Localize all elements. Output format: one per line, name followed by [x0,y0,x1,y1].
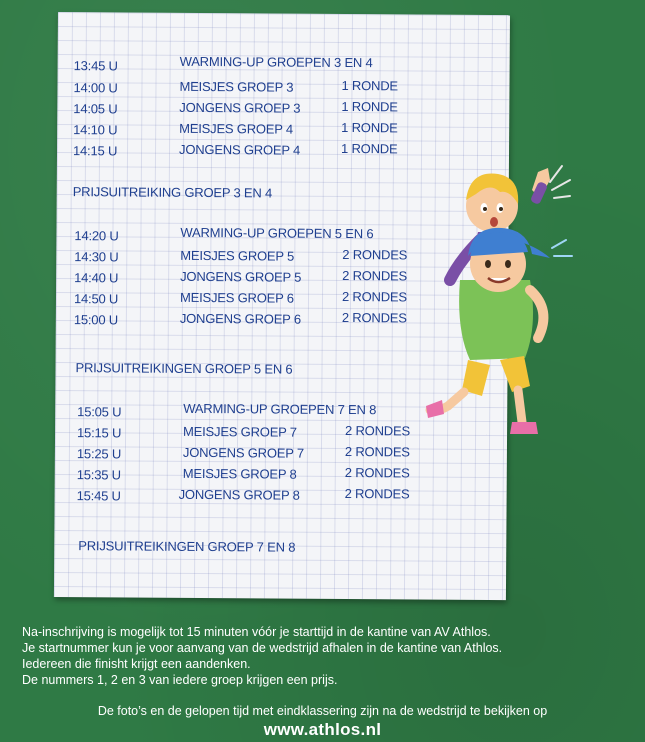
row-laps: 1 RONDE [341,140,398,157]
row-event: MEISJES GROEP 7 [183,423,297,440]
capped-boy-figure [426,228,572,434]
row-event: MEISJES GROEP 5 [180,247,295,264]
footer-url-link[interactable]: www.athlos.nl [263,720,382,739]
row-laps: 1 RONDE [341,119,398,136]
section-heading: PRIJSUITREIKINGEN GROEP 7 EN 8 [78,538,296,555]
row-event: MEISJES GROEP 3 [179,78,294,95]
row-event: JONGENS GROEP 3 [179,99,301,116]
row-time: 14:15 U [72,143,118,159]
row-laps: 2 RONDES [344,486,410,502]
row-time: 15:00 U [73,312,119,328]
section-heading: PRIJSUITREIKINGEN GROEP 5 EN 6 [75,360,293,377]
row-time: 15:05 U [77,404,122,420]
row-event: MEISJES GROEP 4 [179,120,294,137]
row-time: 15:35 U [76,467,121,483]
row-laps: 2 RONDES [344,465,410,481]
row-event: WARMING-UP GROEPEN 3 EN 4 [179,53,373,71]
footer-text: De foto’s en de gelopen tijd met eindklassering zijn na de wedstrijd te bekijken op [97,704,548,718]
row-time: 13:45 U [73,58,118,74]
row-event: MEISJES GROEP 8 [182,465,297,482]
row-time: 14:50 U [73,291,119,307]
row-laps: 2 RONDES [341,309,407,326]
row-laps: 2 RONDES [344,444,410,460]
row-time: 15:25 U [76,446,122,462]
section-heading: PRIJSUITREIKING GROEP 3 EN 4 [72,184,273,201]
row-time: 15:15 U [77,425,122,441]
row-laps: 1 RONDE [341,98,398,115]
row-laps: 2 RONDES [342,246,408,263]
kids-illustration [420,160,580,450]
row-event: JONGENS GROEP 7 [182,444,304,461]
row-laps: 2 RONDES [342,267,408,284]
info-line: Na-inschrijving is mogelijk tot 15 minuten vóór je starttijd in de kantine van AV Athlos. [22,625,491,639]
row-time: 14:00 U [73,80,118,96]
info-line: Je startnummer kun je voor aanvang van de wedstrijd afhalen in de kantine van Athlos. [22,641,503,655]
row-time: 14:20 U [74,228,119,244]
row-event: WARMING-UP GROEPEN 5 EN 6 [180,224,374,242]
row-laps: 1 RONDE [341,77,398,94]
row-event: JONGENS GROEP 8 [178,486,300,503]
info-line: De nummers 1, 2 en 3 van iedere groep krijgen een prijs. [22,673,338,687]
row-time: 14:05 U [73,101,118,117]
row-event: WARMING-UP GROEPEN 7 EN 8 [183,400,377,418]
row-event: JONGENS GROEP 5 [180,268,302,285]
row-laps: 2 RONDES [345,423,411,439]
row-event: MEISJES GROEP 6 [179,289,294,306]
info-line: Iedereen die finisht krijgt een aandenken. [22,657,251,671]
row-laps: 2 RONDES [341,288,407,305]
row-time: 15:45 U [76,488,121,504]
row-time: 14:30 U [74,249,119,265]
row-event: JONGENS GROEP 4 [178,141,301,158]
info-block [22,624,502,688]
row-time: 14:40 U [74,270,119,286]
row-time: 14:10 U [73,122,118,138]
row-event: JONGENS GROEP 6 [179,310,301,327]
